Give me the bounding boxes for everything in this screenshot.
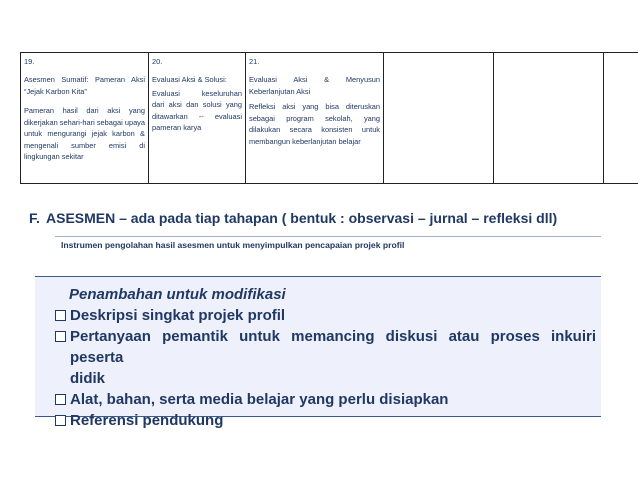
table-cell-20 [149,53,246,184]
table-row [21,53,638,184]
checklist-item-label [70,326,596,389]
step-description: Refleksi aksi yang bisa diteruskan sebagai program sekolah, yang dilakukan secara konsisten untuk membangun keberlanjutan belajar [249,102,380,146]
section-divider [55,236,601,237]
activity-table [20,52,617,184]
checklist-item-label: Deskripsi singkat projek profil [70,307,286,324]
checklist-item [55,326,596,389]
step-heading: Evaluasi Aksi & Menyusun Keberlanjutan Aksi [249,75,380,96]
table-cell-empty [384,53,494,184]
table-cell-empty [604,53,638,184]
checklist-item-line: Pertanyaan pemantik untuk memancing diskusi atau proses inkuiri peserta [70,328,596,366]
checklist-item-label: Alat, bahan, serta media belajar yang perlu disiapkan [70,391,449,408]
step-heading: Evaluasi Aksi & Solusi: [152,75,227,84]
section-heading [29,210,557,226]
activity-table-grid [20,52,638,184]
eval-word: Evaluasi [152,88,180,98]
step-number: 21. [249,57,260,66]
step-number: 19. [24,57,35,66]
table-cell-19 [21,53,149,184]
section-subtitle: Instrumen pengolahan hasil asesmen untuk menyimpulkan pencapaian projek profil [61,240,405,250]
table-cell-empty [494,53,604,184]
checklist-item [55,389,596,410]
step-description-line1 [152,88,242,100]
checklist-item [55,305,596,326]
section-title: ASESMEN – ada pada tiap tahapan ( bentuk : observasi – jurnal – refleksi dll) [46,210,558,226]
section-letter: F. [29,210,40,226]
checkbox-icon [55,331,66,342]
checklist-item-line: didik [70,370,106,387]
checkbox-icon [55,394,66,405]
modification-box [35,276,601,429]
step-description: dari aksi dan solusi yang ditawarkan -- evaluasi pameran karya [152,100,242,132]
box-title: Penambahan untuk modifikasi [69,286,286,303]
step-description: Pameran hasil dari aksi yang dikerjakan sehari-hari sebagai upaya untuk mengurangi jejak karbon & mengenali sumber emisi di lingkungan sekitar [24,106,145,161]
checklist-item-label: Referensi pendukung [70,412,224,429]
step-heading: Asesmen Sumatif: Pameran Aksi “Jejak Karbon Kita” [24,75,145,96]
table-cell-21 [246,53,384,184]
checklist [55,305,596,431]
step-number: 20. [152,57,163,66]
eval-word: keseluruhan [201,88,242,98]
checkbox-icon [55,415,66,426]
checklist-item [55,410,596,431]
checkbox-icon [55,310,66,321]
